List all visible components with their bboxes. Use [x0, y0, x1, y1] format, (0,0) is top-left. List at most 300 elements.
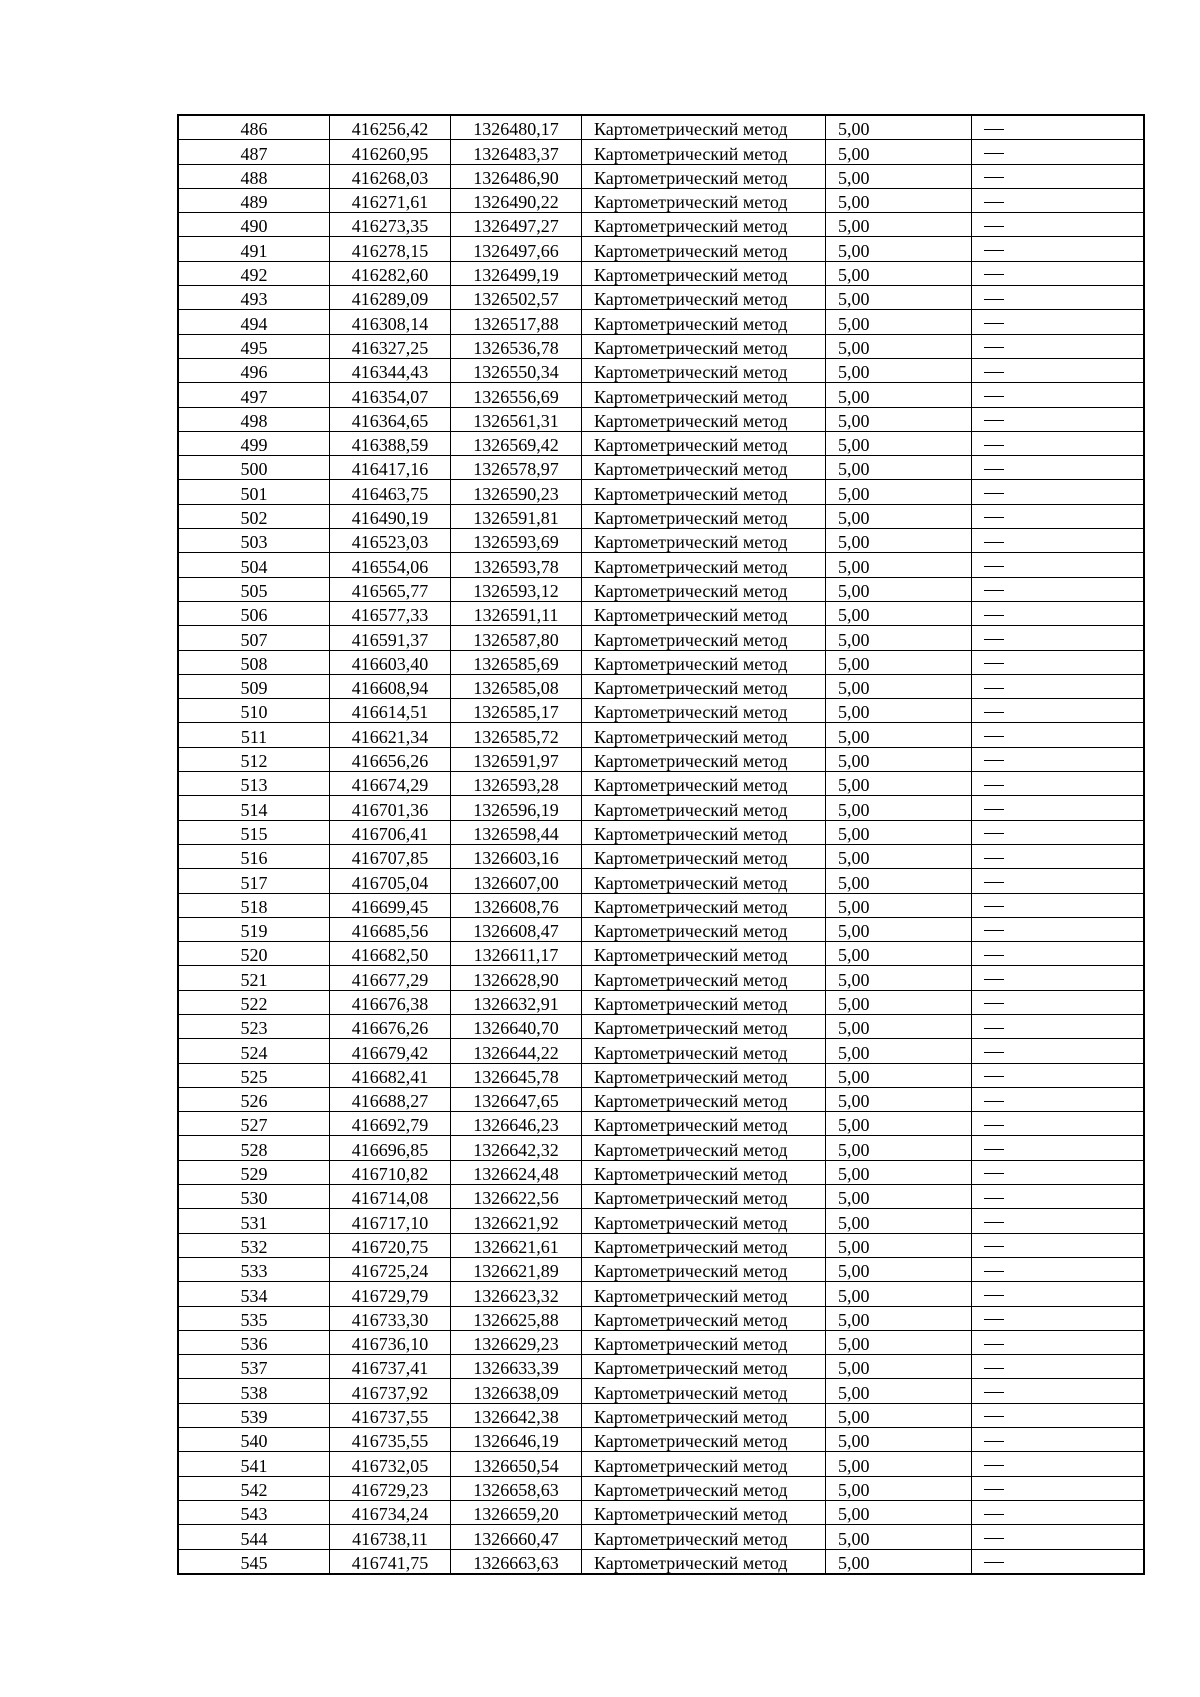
x-coordinate-cell: 416732,05 [330, 1452, 451, 1476]
y-coordinate-cell: 1326517,88 [451, 310, 582, 334]
point-number-cell: 500 [178, 456, 330, 480]
x-coordinate-cell: 416696,85 [330, 1136, 451, 1160]
x-coordinate-cell: 416656,26 [330, 747, 451, 771]
description-cell [972, 115, 1145, 140]
dash-mark [984, 274, 1004, 275]
accuracy-cell: 5,00 [826, 456, 972, 480]
table-row [178, 820, 1144, 844]
dash-mark [984, 1173, 1004, 1174]
description-cell [972, 747, 1145, 771]
dash-mark [984, 1198, 1004, 1199]
description-cell [972, 723, 1145, 747]
method-cell: Картометрический метод [582, 820, 826, 844]
description-cell [972, 480, 1145, 504]
accuracy-cell: 5,00 [826, 1087, 972, 1111]
description-cell [972, 1525, 1145, 1549]
point-number-cell: 499 [178, 431, 330, 455]
accuracy-cell: 5,00 [826, 164, 972, 188]
description-cell [972, 1428, 1145, 1452]
table-row [178, 407, 1144, 431]
accuracy-cell: 5,00 [826, 407, 972, 431]
description-cell [972, 1330, 1145, 1354]
table-row [178, 1136, 1144, 1160]
description-cell [972, 164, 1145, 188]
x-coordinate-cell: 416733,30 [330, 1306, 451, 1330]
method-cell: Картометрический метод [582, 261, 826, 285]
table-row [178, 747, 1144, 771]
point-number-cell: 513 [178, 772, 330, 796]
y-coordinate-cell: 1326640,70 [451, 1014, 582, 1038]
accuracy-cell: 5,00 [826, 237, 972, 261]
table-row [178, 140, 1144, 164]
accuracy-cell: 5,00 [826, 1233, 972, 1257]
dash-mark [984, 1344, 1004, 1345]
x-coordinate-cell: 416490,19 [330, 504, 451, 528]
method-cell: Картометрический метод [582, 796, 826, 820]
y-coordinate-cell: 1326587,80 [451, 626, 582, 650]
x-coordinate-cell: 416676,38 [330, 990, 451, 1014]
method-cell: Картометрический метод [582, 1014, 826, 1038]
description-cell [972, 1185, 1145, 1209]
x-coordinate-cell: 416741,75 [330, 1549, 451, 1574]
x-coordinate-cell: 416736,10 [330, 1330, 451, 1354]
description-cell [972, 140, 1145, 164]
y-coordinate-cell: 1326591,81 [451, 504, 582, 528]
x-coordinate-cell: 416260,95 [330, 140, 451, 164]
method-cell: Картометрический метод [582, 1330, 826, 1354]
method-cell: Картометрический метод [582, 1476, 826, 1500]
accuracy-cell: 5,00 [826, 1185, 972, 1209]
accuracy-cell: 5,00 [826, 1379, 972, 1403]
dash-mark [984, 1489, 1004, 1490]
table-row [178, 577, 1144, 601]
point-number-cell: 512 [178, 747, 330, 771]
y-coordinate-cell: 1326591,97 [451, 747, 582, 771]
x-coordinate-cell: 416614,51 [330, 699, 451, 723]
y-coordinate-cell: 1326644,22 [451, 1039, 582, 1063]
table-row [178, 553, 1144, 577]
x-coordinate-cell: 416565,77 [330, 577, 451, 601]
method-cell: Картометрический метод [582, 213, 826, 237]
accuracy-cell: 5,00 [826, 1282, 972, 1306]
dash-mark [984, 906, 1004, 907]
y-coordinate-cell: 1326645,78 [451, 1063, 582, 1087]
method-cell: Картометрический метод [582, 1379, 826, 1403]
method-cell: Картометрический метод [582, 1136, 826, 1160]
table-row [178, 358, 1144, 382]
table-row [178, 310, 1144, 334]
dash-mark [984, 1125, 1004, 1126]
accuracy-cell: 5,00 [826, 1306, 972, 1330]
x-coordinate-cell: 416327,25 [330, 334, 451, 358]
point-number-cell: 494 [178, 310, 330, 334]
description-cell [972, 188, 1145, 212]
dash-mark [984, 663, 1004, 664]
description-cell [972, 1549, 1145, 1574]
table-row [178, 650, 1144, 674]
point-number-cell: 542 [178, 1476, 330, 1500]
method-cell: Картометрический метод [582, 966, 826, 990]
method-cell: Картометрический метод [582, 383, 826, 407]
y-coordinate-cell: 1326591,11 [451, 601, 582, 625]
description-cell [972, 772, 1145, 796]
point-number-cell: 522 [178, 990, 330, 1014]
table-row [178, 1257, 1144, 1281]
table-row [178, 1403, 1144, 1427]
y-coordinate-cell: 1326663,63 [451, 1549, 582, 1574]
accuracy-cell: 5,00 [826, 1014, 972, 1038]
point-number-cell: 509 [178, 674, 330, 698]
table-row [178, 1160, 1144, 1184]
table-row [178, 480, 1144, 504]
x-coordinate-cell: 416737,92 [330, 1379, 451, 1403]
table-row [178, 1355, 1144, 1379]
method-cell: Картометрический метод [582, 529, 826, 553]
method-cell: Картометрический метод [582, 1087, 826, 1111]
table-row [178, 1379, 1144, 1403]
accuracy-cell: 5,00 [826, 966, 972, 990]
description-cell [972, 990, 1145, 1014]
x-coordinate-cell: 416717,10 [330, 1209, 451, 1233]
method-cell: Картометрический метод [582, 553, 826, 577]
dash-mark [984, 517, 1004, 518]
table-row [178, 504, 1144, 528]
point-number-cell: 490 [178, 213, 330, 237]
accuracy-cell: 5,00 [826, 1136, 972, 1160]
table-row [178, 237, 1144, 261]
accuracy-cell: 5,00 [826, 626, 972, 650]
method-cell: Картометрический метод [582, 456, 826, 480]
point-number-cell: 540 [178, 1428, 330, 1452]
table-row [178, 1500, 1144, 1524]
accuracy-cell: 5,00 [826, 529, 972, 553]
x-coordinate-cell: 416729,23 [330, 1476, 451, 1500]
description-cell [972, 1209, 1145, 1233]
point-number-cell: 543 [178, 1500, 330, 1524]
description-cell [972, 1257, 1145, 1281]
x-coordinate-cell: 416677,29 [330, 966, 451, 990]
y-coordinate-cell: 1326646,19 [451, 1428, 582, 1452]
x-coordinate-cell: 416701,36 [330, 796, 451, 820]
accuracy-cell: 5,00 [826, 286, 972, 310]
accuracy-cell: 5,00 [826, 1500, 972, 1524]
dash-mark [984, 493, 1004, 494]
table-row [178, 1087, 1144, 1111]
point-number-cell: 525 [178, 1063, 330, 1087]
coordinates-table [177, 114, 1145, 1575]
y-coordinate-cell: 1326621,89 [451, 1257, 582, 1281]
table-row [178, 1452, 1144, 1476]
table-row [178, 1185, 1144, 1209]
x-coordinate-cell: 416388,59 [330, 431, 451, 455]
x-coordinate-cell: 416737,55 [330, 1403, 451, 1427]
point-number-cell: 532 [178, 1233, 330, 1257]
dash-mark [984, 566, 1004, 567]
y-coordinate-cell: 1326632,91 [451, 990, 582, 1014]
description-cell [972, 1452, 1145, 1476]
accuracy-cell: 5,00 [826, 796, 972, 820]
description-cell [972, 1500, 1145, 1524]
x-coordinate-cell: 416554,06 [330, 553, 451, 577]
method-cell: Картометрический метод [582, 747, 826, 771]
dash-mark [984, 955, 1004, 956]
x-coordinate-cell: 416282,60 [330, 261, 451, 285]
dash-mark [984, 688, 1004, 689]
y-coordinate-cell: 1326585,72 [451, 723, 582, 747]
y-coordinate-cell: 1326593,69 [451, 529, 582, 553]
description-cell [972, 310, 1145, 334]
accuracy-cell: 5,00 [826, 601, 972, 625]
method-cell: Картометрический метод [582, 1549, 826, 1574]
point-number-cell: 495 [178, 334, 330, 358]
description-cell [972, 383, 1145, 407]
description-cell [972, 942, 1145, 966]
point-number-cell: 529 [178, 1160, 330, 1184]
method-cell: Картометрический метод [582, 1452, 826, 1476]
method-cell: Картометрический метод [582, 1282, 826, 1306]
table-row [178, 869, 1144, 893]
accuracy-cell: 5,00 [826, 1355, 972, 1379]
x-coordinate-cell: 416256,42 [330, 115, 451, 140]
method-cell: Картометрический метод [582, 1112, 826, 1136]
dash-mark [984, 785, 1004, 786]
point-number-cell: 501 [178, 480, 330, 504]
table-row [178, 286, 1144, 310]
y-coordinate-cell: 1326593,12 [451, 577, 582, 601]
table-row [178, 1330, 1144, 1354]
point-number-cell: 514 [178, 796, 330, 820]
y-coordinate-cell: 1326502,57 [451, 286, 582, 310]
method-cell: Картометрический метод [582, 480, 826, 504]
accuracy-cell: 5,00 [826, 1112, 972, 1136]
dash-mark [984, 712, 1004, 713]
y-coordinate-cell: 1326646,23 [451, 1112, 582, 1136]
point-number-cell: 520 [178, 942, 330, 966]
y-coordinate-cell: 1326490,22 [451, 188, 582, 212]
table-row [178, 1476, 1144, 1500]
accuracy-cell: 5,00 [826, 1452, 972, 1476]
y-coordinate-cell: 1326625,88 [451, 1306, 582, 1330]
dash-mark [984, 372, 1004, 373]
method-cell: Картометрический метод [582, 917, 826, 941]
point-number-cell: 538 [178, 1379, 330, 1403]
point-number-cell: 504 [178, 553, 330, 577]
description-cell [972, 456, 1145, 480]
dash-mark [984, 1028, 1004, 1029]
x-coordinate-cell: 416289,09 [330, 286, 451, 310]
method-cell: Картометрический метод [582, 115, 826, 140]
dash-mark [984, 1392, 1004, 1393]
method-cell: Картометрический метод [582, 1428, 826, 1452]
accuracy-cell: 5,00 [826, 261, 972, 285]
dash-mark [984, 1319, 1004, 1320]
y-coordinate-cell: 1326628,90 [451, 966, 582, 990]
accuracy-cell: 5,00 [826, 844, 972, 868]
point-number-cell: 503 [178, 529, 330, 553]
method-cell: Картометрический метод [582, 699, 826, 723]
x-coordinate-cell: 416463,75 [330, 480, 451, 504]
dash-mark [984, 615, 1004, 616]
description-cell [972, 917, 1145, 941]
x-coordinate-cell: 416577,33 [330, 601, 451, 625]
method-cell: Картометрический метод [582, 1306, 826, 1330]
description-cell [972, 431, 1145, 455]
accuracy-cell: 5,00 [826, 990, 972, 1014]
point-number-cell: 531 [178, 1209, 330, 1233]
accuracy-cell: 5,00 [826, 723, 972, 747]
method-cell: Картометрический метод [582, 310, 826, 334]
y-coordinate-cell: 1326480,17 [451, 115, 582, 140]
description-cell [972, 1063, 1145, 1087]
dash-mark [984, 226, 1004, 227]
description-cell [972, 213, 1145, 237]
dash-mark [984, 1052, 1004, 1053]
method-cell: Картометрический метод [582, 723, 826, 747]
description-cell [972, 820, 1145, 844]
point-number-cell: 507 [178, 626, 330, 650]
dash-mark [984, 445, 1004, 446]
point-number-cell: 533 [178, 1257, 330, 1281]
dash-mark [984, 1514, 1004, 1515]
x-coordinate-cell: 416591,37 [330, 626, 451, 650]
x-coordinate-cell: 416682,41 [330, 1063, 451, 1087]
description-cell [972, 1476, 1145, 1500]
description-cell [972, 869, 1145, 893]
y-coordinate-cell: 1326659,20 [451, 1500, 582, 1524]
y-coordinate-cell: 1326596,19 [451, 796, 582, 820]
dash-mark [984, 1101, 1004, 1102]
description-cell [972, 1112, 1145, 1136]
dash-mark [984, 1562, 1004, 1563]
y-coordinate-cell: 1326638,09 [451, 1379, 582, 1403]
description-cell [972, 601, 1145, 625]
method-cell: Картометрический метод [582, 1160, 826, 1184]
point-number-cell: 511 [178, 723, 330, 747]
dash-mark [984, 323, 1004, 324]
method-cell: Картометрический метод [582, 358, 826, 382]
dash-mark [984, 1295, 1004, 1296]
method-cell: Картометрический метод [582, 893, 826, 917]
dash-mark [984, 420, 1004, 421]
y-coordinate-cell: 1326486,90 [451, 164, 582, 188]
x-coordinate-cell: 416685,56 [330, 917, 451, 941]
x-coordinate-cell: 416417,16 [330, 456, 451, 480]
table-row [178, 1063, 1144, 1087]
table-row [178, 674, 1144, 698]
method-cell: Картометрический метод [582, 990, 826, 1014]
description-cell [972, 407, 1145, 431]
method-cell: Картометрический метод [582, 1403, 826, 1427]
description-cell [972, 358, 1145, 382]
dash-mark [984, 469, 1004, 470]
x-coordinate-cell: 416738,11 [330, 1525, 451, 1549]
point-number-cell: 505 [178, 577, 330, 601]
point-number-cell: 487 [178, 140, 330, 164]
dash-mark [984, 396, 1004, 397]
table-row [178, 1039, 1144, 1063]
x-coordinate-cell: 416734,24 [330, 1500, 451, 1524]
dash-mark [984, 1076, 1004, 1077]
table-row [178, 1209, 1144, 1233]
point-number-cell: 519 [178, 917, 330, 941]
y-coordinate-cell: 1326621,61 [451, 1233, 582, 1257]
method-cell: Картометрический метод [582, 869, 826, 893]
point-number-cell: 518 [178, 893, 330, 917]
point-number-cell: 496 [178, 358, 330, 382]
y-coordinate-cell: 1326550,34 [451, 358, 582, 382]
dash-mark [984, 736, 1004, 737]
description-cell [972, 553, 1145, 577]
point-number-cell: 493 [178, 286, 330, 310]
y-coordinate-cell: 1326608,47 [451, 917, 582, 941]
accuracy-cell: 5,00 [826, 699, 972, 723]
point-number-cell: 521 [178, 966, 330, 990]
point-number-cell: 489 [178, 188, 330, 212]
description-cell [972, 1306, 1145, 1330]
y-coordinate-cell: 1326608,76 [451, 893, 582, 917]
y-coordinate-cell: 1326658,63 [451, 1476, 582, 1500]
x-coordinate-cell: 416706,41 [330, 820, 451, 844]
dash-mark [984, 153, 1004, 154]
method-cell: Картометрический метод [582, 626, 826, 650]
table-row [178, 796, 1144, 820]
y-coordinate-cell: 1326590,23 [451, 480, 582, 504]
dash-mark [984, 129, 1004, 130]
dash-mark [984, 1222, 1004, 1223]
description-cell [972, 626, 1145, 650]
dash-mark [984, 1441, 1004, 1442]
method-cell: Картометрический метод [582, 1063, 826, 1087]
accuracy-cell: 5,00 [826, 893, 972, 917]
method-cell: Картометрический метод [582, 140, 826, 164]
x-coordinate-cell: 416344,43 [330, 358, 451, 382]
dash-mark [984, 979, 1004, 980]
table-row [178, 966, 1144, 990]
accuracy-cell: 5,00 [826, 747, 972, 771]
dash-mark [984, 590, 1004, 591]
table-row [178, 942, 1144, 966]
method-cell: Картометрический метод [582, 1500, 826, 1524]
accuracy-cell: 5,00 [826, 310, 972, 334]
y-coordinate-cell: 1326603,16 [451, 844, 582, 868]
description-cell [972, 674, 1145, 698]
point-number-cell: 535 [178, 1306, 330, 1330]
accuracy-cell: 5,00 [826, 1063, 972, 1087]
point-number-cell: 528 [178, 1136, 330, 1160]
x-coordinate-cell: 416682,50 [330, 942, 451, 966]
x-coordinate-cell: 416737,41 [330, 1355, 451, 1379]
method-cell: Картометрический метод [582, 334, 826, 358]
x-coordinate-cell: 416364,65 [330, 407, 451, 431]
dash-mark [984, 177, 1004, 178]
description-cell [972, 1379, 1145, 1403]
y-coordinate-cell: 1326499,19 [451, 261, 582, 285]
accuracy-cell: 5,00 [826, 1476, 972, 1500]
accuracy-cell: 5,00 [826, 213, 972, 237]
point-number-cell: 530 [178, 1185, 330, 1209]
description-cell [972, 529, 1145, 553]
method-cell: Картометрический метод [582, 504, 826, 528]
dash-mark [984, 1538, 1004, 1539]
y-coordinate-cell: 1326578,97 [451, 456, 582, 480]
y-coordinate-cell: 1326483,37 [451, 140, 582, 164]
table-row [178, 601, 1144, 625]
y-coordinate-cell: 1326593,28 [451, 772, 582, 796]
point-number-cell: 502 [178, 504, 330, 528]
x-coordinate-cell: 416354,07 [330, 383, 451, 407]
table-row [178, 261, 1144, 285]
y-coordinate-cell: 1326623,32 [451, 1282, 582, 1306]
